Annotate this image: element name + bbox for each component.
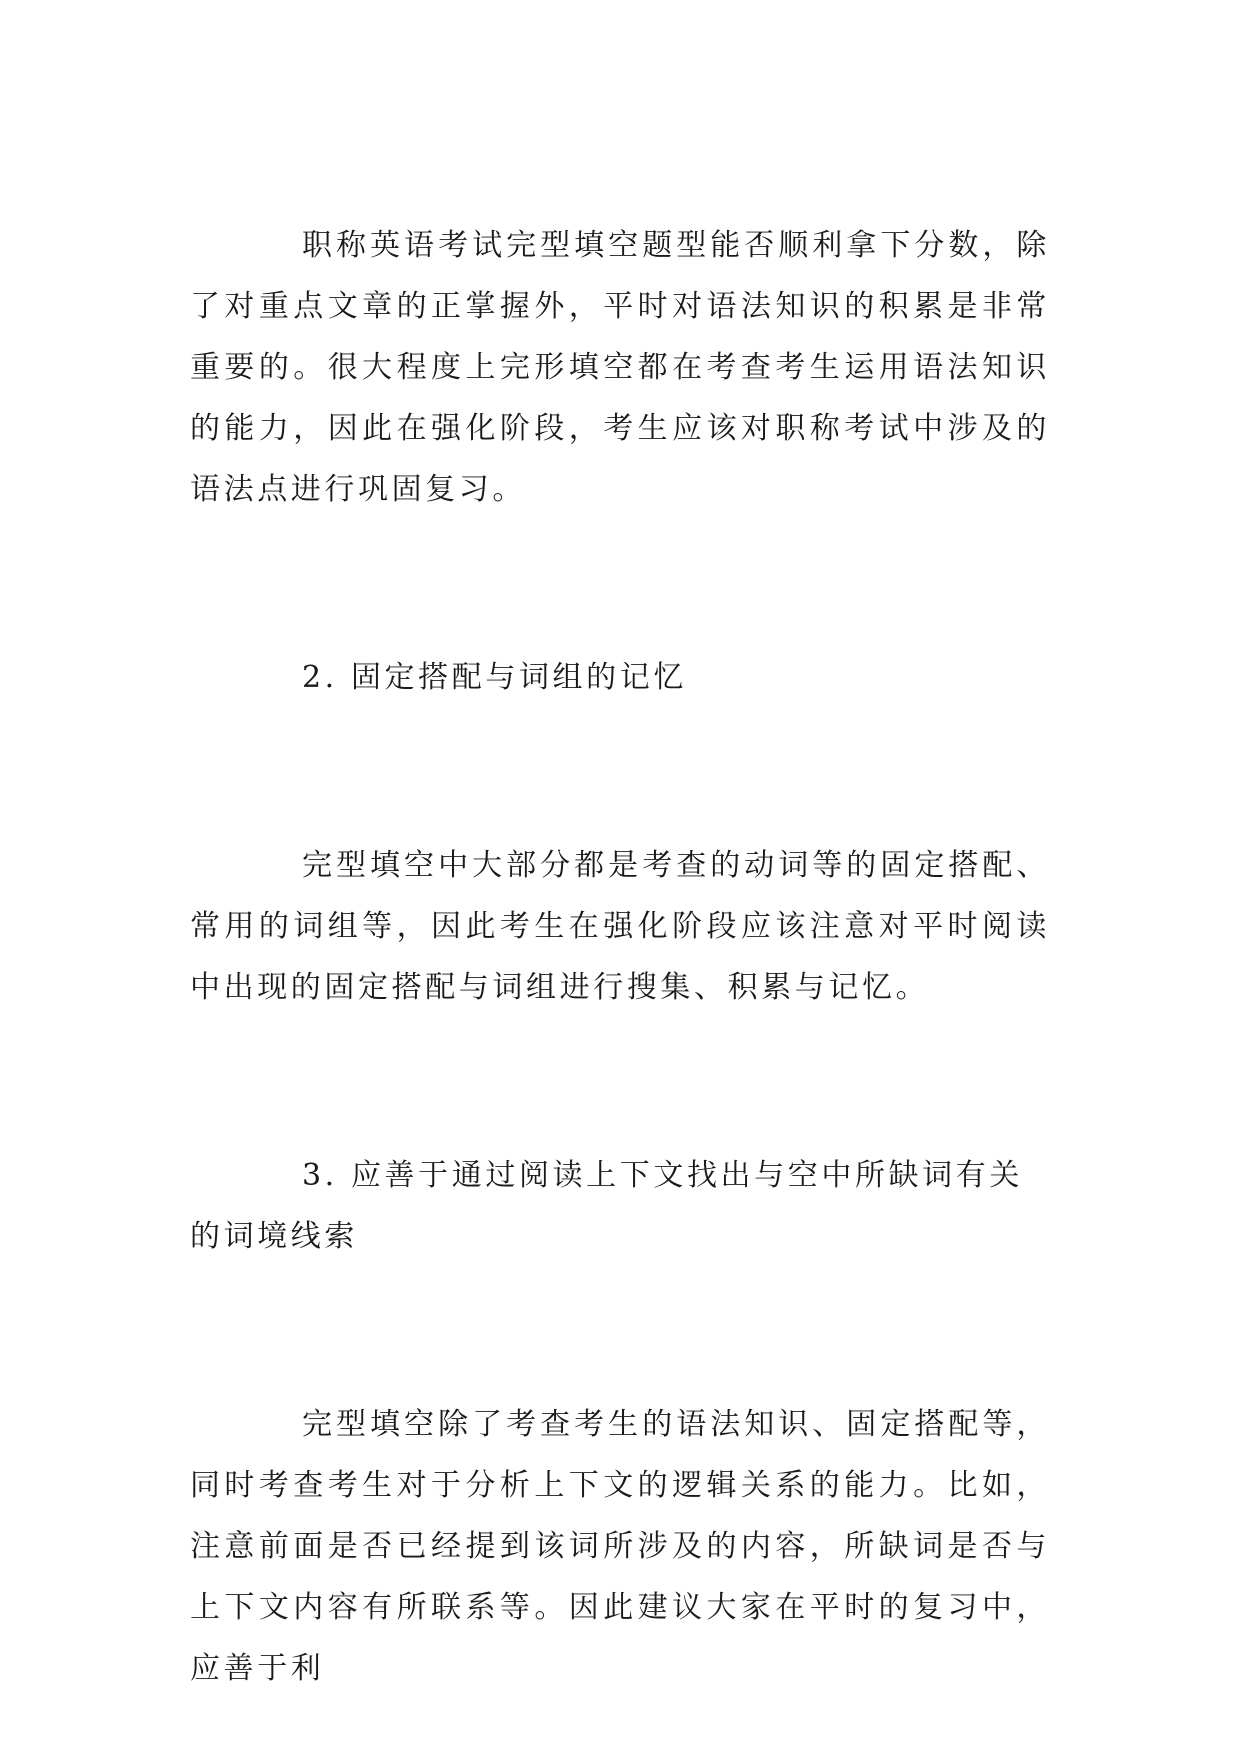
paragraph-cloze-grammar: 职称英语考试完型填空题型能否顺利拿下分数，除了对重点文章的正掌握外，平时对语法知识的积累是非常重要的。很大程度上完形填空都在考查考生运用语法知识的能力，因此在强化阶段，考生应该对职称考试中涉及的语法点进行巩固复习。 — [190, 228, 1050, 507]
paragraph-fixed-collocations: 完型填空中大部分都是考查的动词等的固定搭配、常用的词组等，因此考生在强化阶段应该注意对平时阅读中出现的固定搭配与词组进行搜集、积累与记忆。 — [190, 848, 1050, 1005]
section-heading-context-clues: 3. 应善于通过阅读上下文找出与空中所缺词有关的词境线索 — [190, 1158, 1023, 1254]
paragraph-context-logic: 完型填空除了考查考生的语法知识、固定搭配等，同时考查考生对于分析上下文的逻辑关系的能力。比如，注意前面是否已经提到该词所涉及的内容，所缺词是否与上下文内容有所联系等。因此建议大家在平时的复习中，应善于利 — [190, 1407, 1050, 1686]
section-heading-fixed-collocations: 2. 固定搭配与词组的记忆 — [302, 660, 687, 695]
document-body — [190, 215, 1050, 1699]
